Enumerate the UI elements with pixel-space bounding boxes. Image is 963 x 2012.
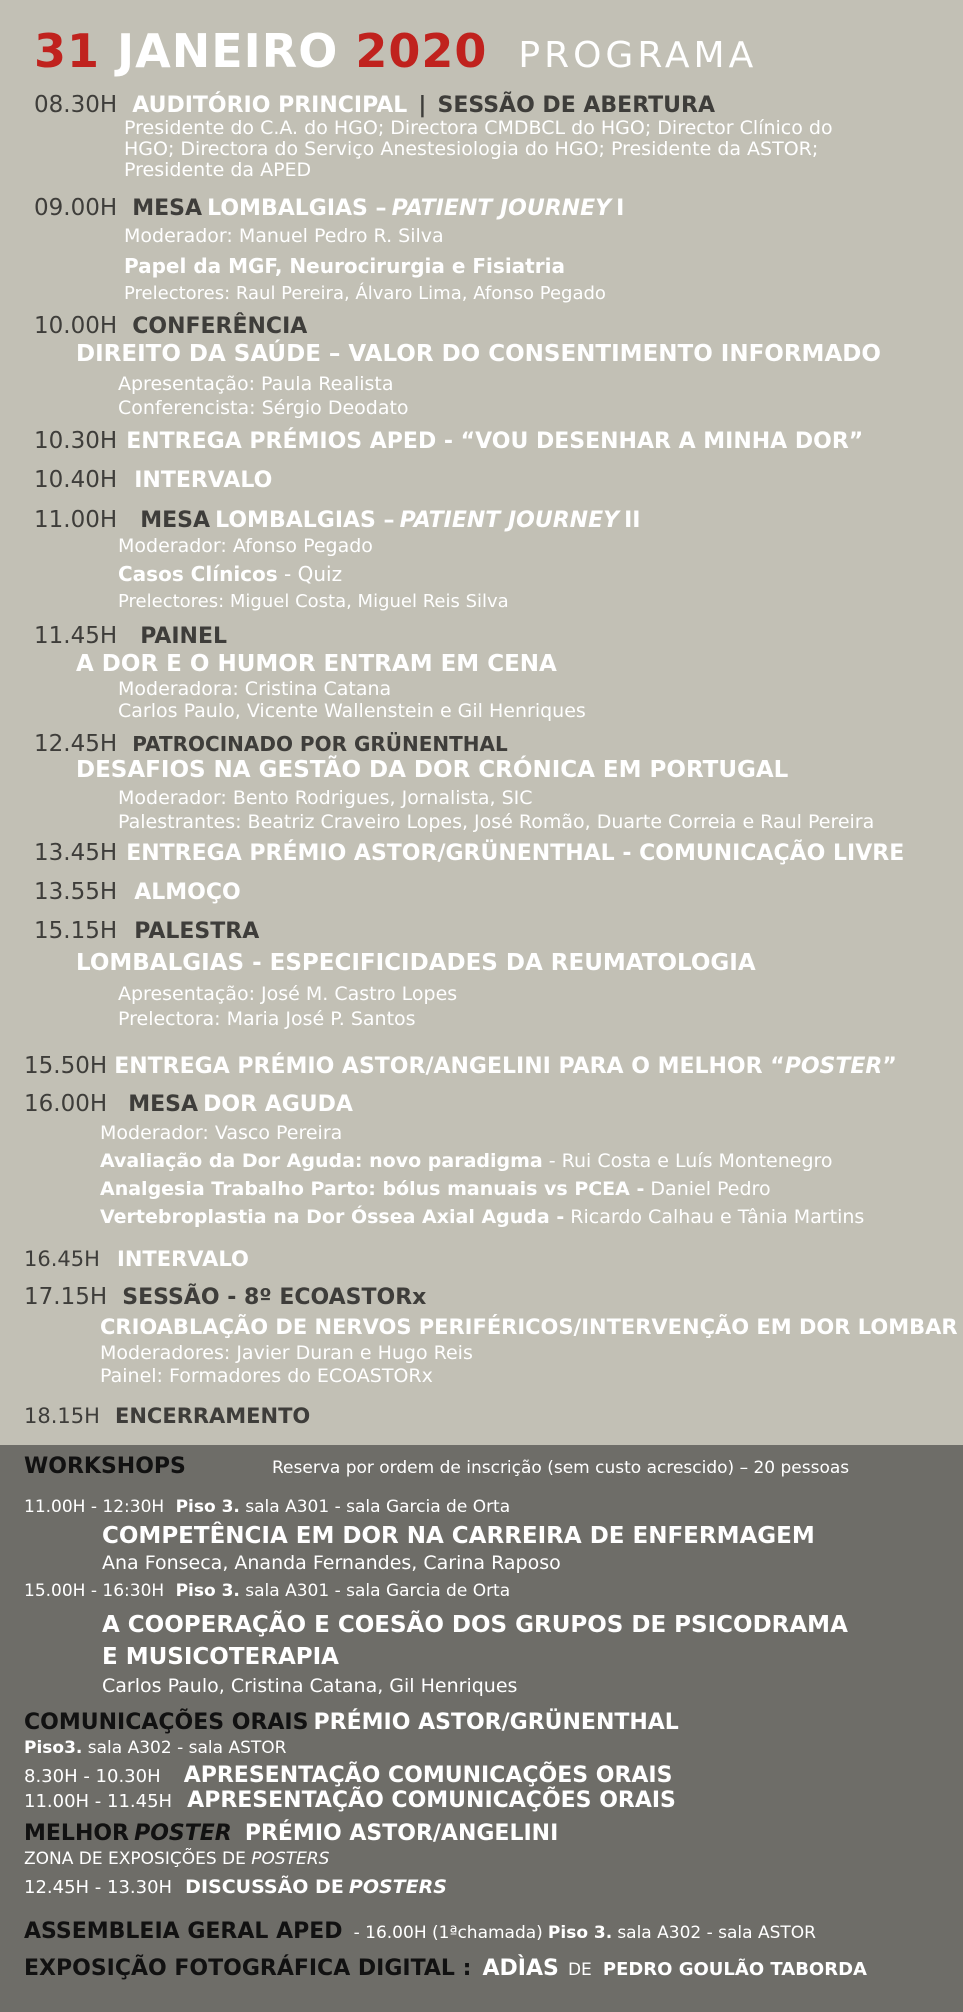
session-1345 (34, 840, 904, 866)
orals-row (24, 1763, 672, 1788)
moderator: Moderador: Manuel Pedro R. Silva (124, 225, 444, 247)
session-time: 16.45H (24, 1247, 100, 1271)
expo-row (24, 1956, 867, 1981)
talk-speakers: - Rui Costa e Luís Montenegro (542, 1150, 833, 1172)
session-type: MESA (132, 196, 203, 221)
workshop-2-meta (24, 1581, 510, 1601)
session-title: ENTREGA PRÉMIO ASTOR/ANGELINI PARA O MELHOR “ (114, 1054, 785, 1079)
session-1515 (34, 918, 259, 944)
session-time: 11.45H (34, 623, 118, 649)
talk-title: Avaliação da Dor Aguda: novo paradigma (100, 1150, 543, 1172)
moderator: Moderador: Vasco Pereira (100, 1122, 343, 1144)
presenter: Apresentação: Paula Realista (118, 373, 394, 395)
title-day: 31 (34, 24, 101, 78)
session-1030 (34, 428, 863, 454)
lecturer: Prelectora: Maria José P. Santos (118, 1008, 416, 1030)
session-title-suffix: II (624, 508, 641, 533)
speakers: Prelectores: Miguel Costa, Miguel Reis Silva (118, 591, 509, 612)
session-title: LOMBALGIAS – (215, 508, 395, 533)
title-year: 2020 (355, 24, 488, 78)
assembly-title: ASSEMBLEIA GERAL APED (24, 1919, 343, 1944)
separator: | (418, 93, 427, 118)
workshops-note: Reserva por ordem de inscrição (sem custo acrescido) – 20 pessoas (272, 1458, 850, 1478)
poster-label-italic: POSTERS (348, 1876, 447, 1898)
poster-zone-label: ZONA DE EXPOSIÇÕES DE (24, 1849, 246, 1869)
workshop-2-title (102, 1609, 848, 1673)
session-type: CONFERÊNCIA (132, 314, 308, 339)
session-time: 13.45H (34, 840, 118, 866)
page-title (34, 24, 757, 78)
speaker-line: HGO; Directora do Serviço Anestesiologia do HGO; Presidente da ASTOR; (124, 138, 819, 160)
session-title: DESAFIOS NA GESTÃO DA DOR CRÓNICA EM PORTUGAL (76, 757, 789, 783)
session-time: 09.00H (34, 195, 118, 221)
workshop-floor: Piso 3. (175, 1497, 240, 1517)
session-title-italic: PATIENT JOURNEY (391, 196, 612, 221)
expo-name: ADÌAS (482, 1956, 559, 1981)
session-time: 08.30H (34, 92, 118, 118)
speaker-line: Presidente do C.A. do HGO; Directora CMDBCL do HGO; Director Clínico do (124, 117, 833, 139)
session-title: SESSÃO DE ABERTURA (437, 93, 715, 118)
session-title: ENCERRAMENTO (115, 1404, 311, 1428)
session-type: PALESTRA (134, 919, 260, 944)
workshop-title-line: A COOPERAÇÃO E COESÃO DOS GRUPOS DE PSICODRAMA (102, 1612, 848, 1638)
session-title: ENTREGA PRÉMIOS APED - “VOU DESENHAR A MINHA DOR” (126, 429, 864, 454)
workshop-time: 15.00H - 16:30H (24, 1581, 165, 1601)
session-time: 13.55H (34, 879, 118, 905)
session-1645 (24, 1247, 249, 1271)
session-time: 17.15H (24, 1284, 108, 1310)
workshop-1-people: Ana Fonseca, Ananda Fernandes, Carina Raposo (102, 1552, 561, 1574)
session-title: INTERVALO (134, 468, 273, 493)
session-title: ALMOÇO (134, 880, 241, 905)
assembly-room: sala A302 - sala ASTOR (617, 1923, 816, 1943)
session-1145-people (118, 678, 586, 722)
moderator: Moderadora: Cristina Catana (118, 678, 392, 700)
expo-author: PEDRO GOULÃO TABORDA (602, 1959, 867, 1980)
speakers: Carlos Paulo, Vicente Wallenstein e Gil Henriques (118, 700, 586, 722)
session-time: 16.00H (24, 1091, 108, 1117)
session-time: 10.30H (34, 428, 118, 454)
orals-floor: Piso3. (24, 1738, 83, 1758)
session-title: LOMBALGIAS – (207, 196, 387, 221)
session-title: DIREITO DA SAÚDE – VALOR DO CONSENTIMENTO INFORMADO (76, 341, 881, 367)
workshop-room: sala A301 - sala Garcia de Orta (245, 1497, 511, 1517)
session-time: 11.00H (34, 507, 118, 533)
workshop-room: sala A301 - sala Garcia de Orta (245, 1581, 511, 1601)
session-1715 (24, 1284, 426, 1310)
talk-title: Analgesia Trabalho Parto: bólus manuais vs PCEA - (100, 1178, 645, 1200)
workshop-1-title: COMPETÊNCIA EM DOR NA CARREIRA DE ENFERMAGEM (102, 1523, 815, 1549)
assembly-row (24, 1919, 816, 1944)
poster-time: 12.45H - 13.30H (24, 1877, 173, 1898)
talk-speakers: Ricardo Calhau e Tânia Martins (564, 1206, 865, 1228)
workshop-title-line: E MUSICOTERAPIA (102, 1644, 339, 1670)
poster-prize: PRÉMIO ASTOR/ANGELINI (244, 1821, 559, 1846)
session-time: 12.45H (34, 731, 118, 757)
session-title-suffix: ” (882, 1054, 897, 1079)
talk-item (100, 1203, 864, 1231)
lecturer: Conferencista: Sérgio Deodato (118, 397, 409, 419)
session-venue: AUDITÓRIO PRINCIPAL (132, 93, 408, 118)
session-1245 (34, 731, 508, 757)
assembly-floor: Piso 3. (547, 1923, 613, 1943)
talk-item (100, 1175, 864, 1203)
session-type: MESA (140, 508, 211, 533)
orals-prize: PRÉMIO ASTOR/GRÜNENTHAL (313, 1710, 679, 1735)
topic (118, 562, 342, 586)
moderators: Moderadores: Javier Duran e Hugo Reis (100, 1342, 473, 1364)
orals-room: sala A302 - sala ASTOR (87, 1738, 287, 1758)
session-1550 (24, 1053, 897, 1079)
expo-title: EXPOSIÇÃO FOTOGRÁFICA DIGITAL : (24, 1956, 472, 1981)
session-title: LOMBALGIAS - ESPECIFICIDADES DA REUMATOLOGIA (76, 950, 756, 976)
orals-row (24, 1788, 676, 1813)
topic: Papel da MGF, Neurocirurgia e Fisiatria (124, 254, 565, 278)
orals-time: 8.30H - 10.30H (24, 1766, 161, 1787)
talks-list (100, 1147, 864, 1231)
talk-item (100, 1147, 864, 1175)
session-type: PATROCINADO POR GRÜNENTHAL (132, 732, 508, 756)
session-1600 (24, 1091, 353, 1117)
session-1100 (34, 507, 641, 533)
session-title: ENTREGA PRÉMIO ASTOR/GRÜNENTHAL - COMUNICAÇÃO LIVRE (126, 841, 905, 866)
session-time: 15.15H (34, 918, 118, 944)
session-1000 (34, 313, 307, 339)
session-1815 (24, 1404, 310, 1428)
title-month: JANEIRO (117, 24, 339, 78)
workshop-floor: Piso 3. (175, 1581, 240, 1601)
session-title: A DOR E O HUMOR ENTRAM EM CENA (76, 651, 557, 677)
orals-time: 11.00H - 11.45H (24, 1791, 173, 1812)
session-title: DOR AGUDA (203, 1092, 353, 1117)
speakers: Palestrantes: Beatriz Craveiro Lopes, José Romão, Duarte Correia e Raul Pereira (118, 811, 875, 833)
session-time: 15.50H (24, 1053, 108, 1079)
workshop-time: 11.00H - 12:30H (24, 1497, 165, 1517)
presenter: Apresentação: José M. Castro Lopes (118, 983, 458, 1005)
orals-header (24, 1710, 679, 1735)
workshop-1-meta (24, 1497, 510, 1517)
session-type: SESSÃO - 8º ECOASTORx (122, 1285, 427, 1310)
moderator: Moderador: Bento Rodrigues, Jornalista, SIC (118, 787, 533, 809)
session-1040 (34, 467, 272, 493)
expo-de: DE (567, 1960, 592, 1980)
session-0830 (34, 92, 715, 118)
session-title: INTERVALO (117, 1247, 249, 1271)
session-title-suffix: I (616, 196, 625, 221)
session-1245-people (118, 786, 874, 834)
orals-label: APRESENTAÇÃO COMUNICAÇÕES ORAIS (187, 1788, 676, 1813)
speaker-line: Presidente da APED (124, 159, 312, 181)
session-1715-people (100, 1342, 473, 1388)
poster-discussion (24, 1876, 447, 1898)
session-title: CRIOABLAÇÃO DE NERVOS PERIFÉRICOS/INTERVENÇÃO EM DOR LOMBAR (100, 1315, 958, 1339)
talk-speakers: Daniel Pedro (644, 1178, 771, 1200)
session-time: 10.00H (34, 313, 118, 339)
poster-title-italic: POSTER (134, 1821, 232, 1846)
workshops-title: WORKSHOPS (24, 1454, 186, 1479)
session-type: PAINEL (140, 624, 228, 649)
orals-location (24, 1738, 286, 1758)
topic-title: Casos Clínicos (118, 562, 278, 586)
session-1145 (34, 623, 227, 649)
session-1515-people (118, 982, 457, 1032)
assembly-time: - 16.00H (1ªchamada) (353, 1923, 543, 1943)
session-title-italic: POSTER (784, 1054, 883, 1079)
workshops-header (24, 1454, 186, 1479)
session-0830-speakers (124, 118, 833, 181)
topic-suffix: - Quiz (284, 562, 343, 586)
title-label: PROGRAMA (518, 35, 758, 76)
panel: Painel: Formadores do ECOASTORx (100, 1365, 433, 1387)
orals-label: APRESENTAÇÃO COMUNICAÇÕES ORAIS (183, 1763, 673, 1788)
session-time: 18.15H (24, 1404, 100, 1428)
speakers: Prelectores: Raul Pereira, Álvaro Lima, Afonso Pegado (124, 283, 606, 304)
session-0900 (34, 195, 624, 221)
session-1000-people (118, 372, 409, 420)
poster-label: DISCUSSÃO DE (185, 1876, 344, 1898)
workshops-panel (0, 1445, 963, 2012)
session-1355 (34, 879, 241, 905)
workshop-2-people: Carlos Paulo, Cristina Catana, Gil Henriques (102, 1675, 518, 1697)
session-type: MESA (128, 1092, 199, 1117)
poster-zone-italic: POSTERS (251, 1849, 330, 1869)
poster-header (24, 1821, 558, 1846)
moderator: Moderador: Afonso Pegado (118, 535, 373, 557)
talk-title: Vertebroplastia na Dor Óssea Axial Aguda - (100, 1206, 565, 1228)
session-time: 10.40H (34, 467, 118, 493)
session-title-italic: PATIENT JOURNEY (399, 508, 620, 533)
orals-title: COMUNICAÇÕES ORAIS (24, 1710, 309, 1735)
poster-title: MELHOR (24, 1821, 129, 1846)
poster-zone (24, 1849, 329, 1869)
